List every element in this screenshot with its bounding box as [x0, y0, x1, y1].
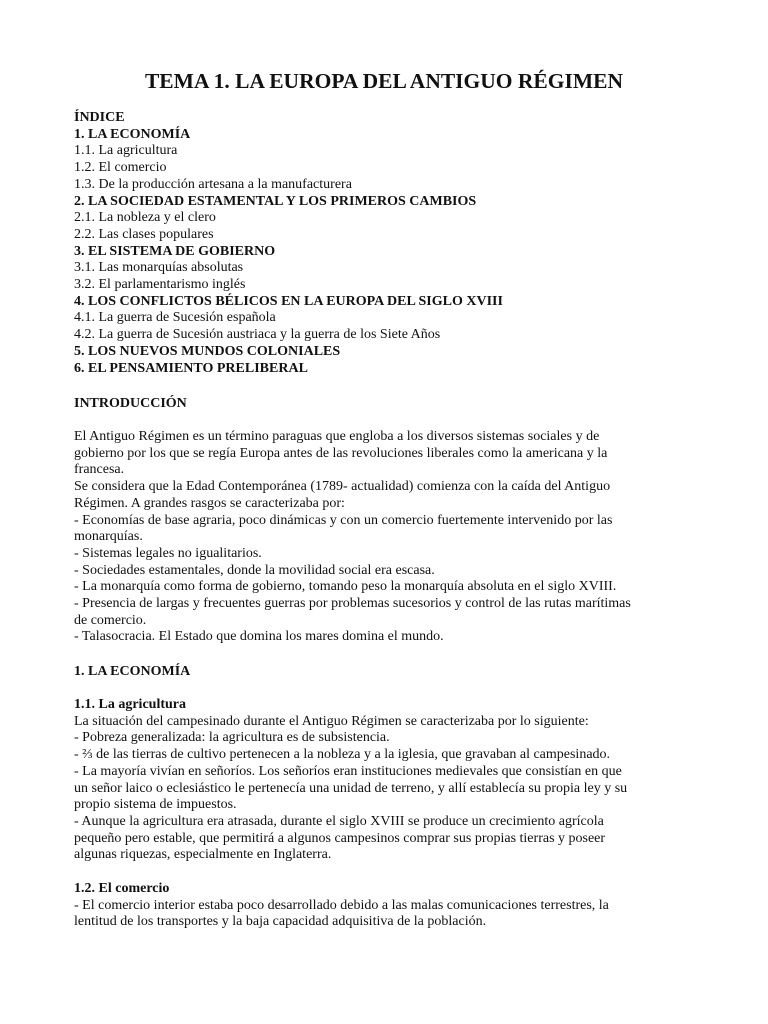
index-entry: 3.2. El parlamentarismo inglés — [74, 277, 246, 293]
body-line: francesa. — [74, 462, 125, 478]
body-line: lentitud de los transportes y la baja capacidad adquisitiva de la población. — [74, 914, 487, 930]
section-heading: 1. LA ECONOMÍA — [74, 664, 191, 679]
subsection-agricultura — [74, 697, 694, 864]
body-line: - Sociedades estamentales, donde la movilidad social era escasa. — [74, 562, 435, 578]
introduction-body — [74, 429, 694, 646]
body-line: - ⅔ de las tierras de cultivo pertenecen a la nobleza y a la iglesia, que gravaban al campesinado. — [74, 747, 611, 763]
index-entry: 4.1. La guerra de Sucesión española — [74, 310, 276, 326]
body-line: monarquías. — [74, 529, 143, 545]
body-line: - Economías de base agraria, poco dinámicas y con un comercio fuertemente intervenido por las — [74, 512, 613, 528]
index-entry: 1. LA ECONOMÍA — [74, 126, 191, 142]
subsection-heading: 1.2. El comercio — [74, 881, 170, 896]
index-entry: 6. EL PENSAMIENTO PRELIBERAL — [74, 360, 308, 376]
subsection-comercio — [74, 881, 694, 931]
body-line: pequeño pero estable, que permitirá a algunos campesinos comprar sus propias tierras y poseer — [74, 830, 606, 846]
introduction-heading: INTRODUCCIÓN — [74, 396, 187, 411]
body-line: algunas riquezas, especialmente en Inglaterra. — [74, 847, 332, 863]
index-heading: ÍNDICE — [74, 110, 125, 125]
index-entry: 2. LA SOCIEDAD ESTAMENTAL Y LOS PRIMEROS CAMBIOS — [74, 193, 477, 209]
body-line: - Talasocracia. El Estado que domina los mares domina el mundo. — [74, 629, 444, 645]
body-line: - Pobreza generalizada: la agricultura es de subsistencia. — [74, 730, 390, 746]
body-line: Se considera que la Edad Contemporánea (1789- actualidad) comienza con la caída del Antiguo — [74, 479, 611, 495]
body-line: La situación del campesinado durante el Antiguo Régimen se caracterizaba por lo siguiente: — [74, 713, 589, 729]
body-line: propio sistema de impuestos. — [74, 797, 237, 813]
index-entry: 3.1. Las monarquías absolutas — [74, 260, 244, 276]
document-title: TEMA 1. LA EUROPA DEL ANTIGUO RÉGIMEN — [144, 69, 624, 93]
body-line: El Antiguo Régimen es un término paraguas que engloba a los diversos sistemas sociales y de — [74, 429, 600, 444]
index-entry: 5. LOS NUEVOS MUNDOS COLONIALES — [74, 343, 341, 359]
body-line: - Aunque la agricultura era atrasada, durante el siglo XVIII se produce un crecimiento agrícola — [74, 813, 604, 829]
section-heading-block — [74, 664, 694, 681]
body-line: - El comercio interior estaba poco desarrollado debido a las malas comunicaciones terrestres, la — [74, 897, 609, 913]
index-entry: 4. LOS CONFLICTOS BÉLICOS EN LA EUROPA DEL SIGLO XVIII — [74, 293, 503, 309]
body-line: - Presencia de largas y frecuentes guerras por problemas sucesorios y control de las rutas marítimas — [74, 596, 631, 612]
index-entry: 1.3. De la producción artesana a la manufacturera — [74, 176, 352, 192]
index-entry: 2.2. Las clases populares — [74, 226, 214, 242]
body-line: - Sistemas legales no igualitarios. — [74, 545, 262, 561]
index-entry: 1.2. El comercio — [74, 160, 167, 176]
body-line: - La mayoría vivían en señoríos. Los señoríos eran instituciones medievales que consistían en que — [74, 763, 622, 779]
body-line: un señor laico o eclesiástico le pertenecía una unidad de terreno, y allí establecía su propia ley y su — [74, 780, 628, 796]
introduction-heading-block — [74, 396, 694, 413]
index-entry: 3. EL SISTEMA DE GOBIERNO — [74, 243, 276, 259]
body-line: de comercio. — [74, 612, 147, 628]
body-line: Régimen. A grandes rasgos se caracterizaba por: — [74, 495, 345, 511]
body-line: - La monarquía como forma de gobierno, tomando peso la monarquía absoluta en el siglo XVIII. — [74, 579, 617, 595]
index-section — [74, 110, 694, 377]
index-entry: 2.1. La nobleza y el clero — [74, 210, 216, 226]
index-entry: 4.2. La guerra de Sucesión austriaca y la guerra de los Siete Años — [74, 327, 441, 343]
subsection-heading: 1.1. La agricultura — [74, 697, 186, 712]
index-entry: 1.1. La agricultura — [74, 143, 178, 159]
body-line: gobierno por los que se regía Europa antes de las revoluciones liberales como la americana y la — [74, 445, 608, 461]
